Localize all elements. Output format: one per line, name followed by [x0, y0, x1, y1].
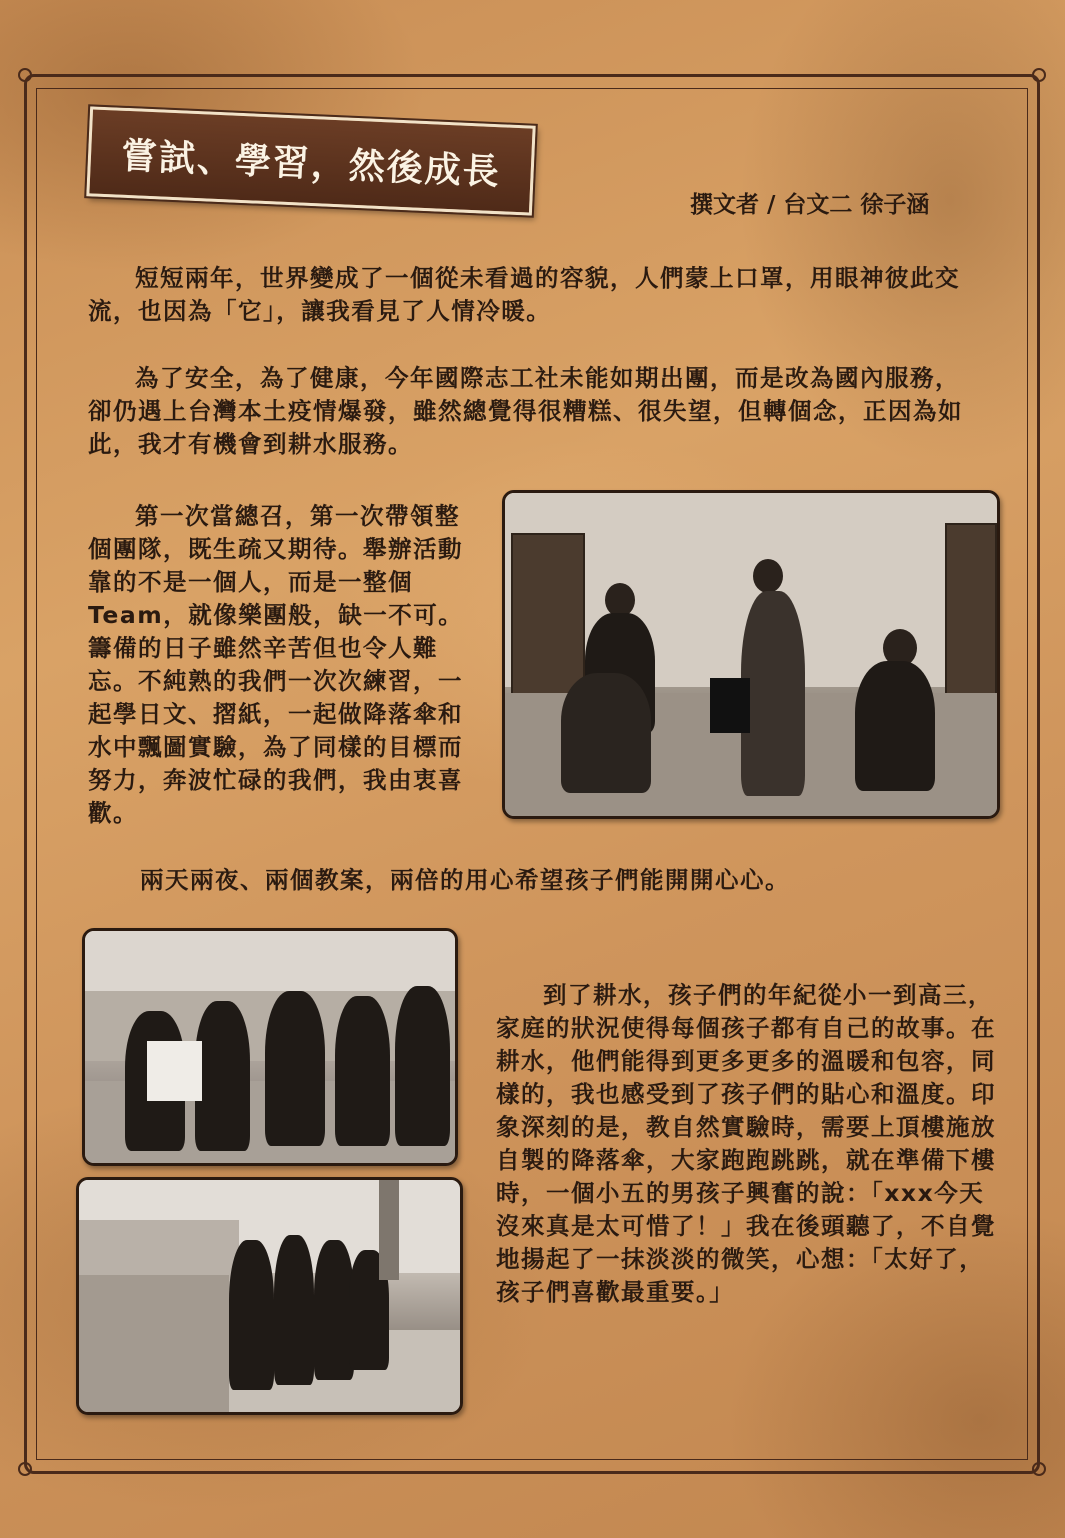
page-title: 嘗試、學習，然後成長: [120, 135, 502, 193]
corner-ornament: [1032, 1462, 1046, 1476]
person: [274, 1235, 314, 1385]
paragraph-3: 第一次當總召，第一次帶領整個團隊，既生疏又期待。舉辦活動靠的不是一個人，而是一整個Team，就像樂團般，缺一不可。籌備的日子雖然辛苦但也令人難忘。不純熟的我們一次次練習，一起學日文、摺紙，一起做降落傘和水中飄圖實驗，為了同樣的目標而努力，奔波忙碌的我們，我由衷喜歡。: [88, 502, 464, 827]
corner-ornament: [1032, 68, 1046, 82]
person-seated: [561, 673, 651, 793]
rooftop-photo: [76, 1177, 463, 1415]
paragraph-1: 短短兩年，世界變成了一個從未看過的容貌，人們蒙上口罩，用眼神彼此交流，也因為「它」，讓我看見了人情冷暖。: [88, 264, 960, 325]
band-photo: [502, 490, 1000, 819]
paragraph-4: 兩天兩夜、兩個教案，兩倍的用心希望孩子們能開開心心。: [140, 866, 790, 894]
photo-buildings: [79, 1220, 239, 1280]
group-photo: [82, 928, 458, 1166]
person: [395, 986, 450, 1146]
corner-ornament: [18, 1462, 32, 1476]
paragraph-2: 為了安全，為了健康，今年國際志工社未能如期出團，而是改為國內服務，卻仍遇上台灣本土疫情爆發，雖然總覺得很糟糕、很失望，但轉個念，正因為如此，我才有機會到耕水服務。: [88, 364, 963, 458]
person: [335, 996, 390, 1146]
person-head: [753, 559, 783, 593]
author-line: 撰文者 / 台文二 徐子涵: [690, 192, 930, 218]
person: [265, 991, 325, 1146]
photo-door: [945, 523, 997, 717]
pole: [379, 1180, 399, 1280]
person-head: [605, 583, 635, 617]
corner-ornament: [18, 68, 32, 82]
speaker: [710, 678, 750, 733]
bag: [147, 1041, 202, 1101]
rooftop-wall: [79, 1275, 229, 1412]
person-percussion: [855, 661, 935, 791]
person: [229, 1240, 274, 1390]
person: [195, 1001, 250, 1151]
paragraph-5: 到了耕水，孩子們的年紀從小一到高三，家庭的狀況使得每個孩子都有自己的故事。在耕水，他們能得到更多更多的溫暖和包容，同樣的，我也感受到了孩子們的貼心和溫度。印象深刻的是，教自然實驗時，需要上頂樓施放自製的降落傘，大家跑跑跳跳，就在準備下樓時，一個小五的男孩子興奮的說：「xxx今天沒來真是太可惜了！」我在後頭聽了，不自覺地揚起了一抹淡淡的微笑，心想：「太好了，孩子們喜歡最重要。」: [496, 981, 996, 1306]
person-singer: [741, 591, 805, 796]
person: [314, 1240, 354, 1380]
